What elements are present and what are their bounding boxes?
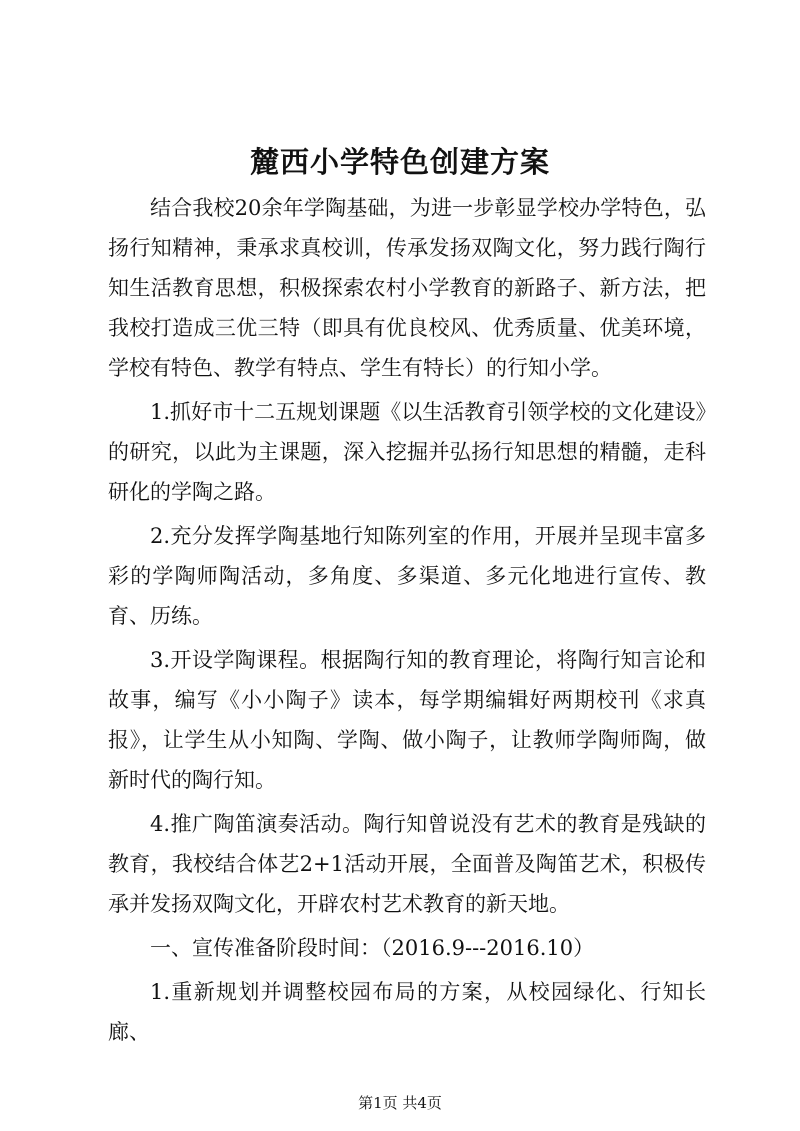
document-body (108, 188, 706, 1056)
paragraph-intro: 结合我校20余年学陶基础，为进一步彰显学校办学特色，弘扬行知精神，秉承求真校训，传承发扬双陶文化，努力践行陶行知生活教育思想，积极探索农村小学教育的新路子、新方法，把我校打造成三优三特（即具有优良校风、优秀质量、优美环境，学校有特色、教学有特点、学生有特长）的行知小学。 (108, 196, 706, 380)
paragraph-item-2: 2.充分发挥学陶基地行知陈列室的作用，开展并呈现丰富多彩的学陶师陶活动，多角度、多渠道、多元化地进行宣传、教育、历练。 (108, 524, 706, 628)
document-title: 麓西小学特色创建方案 (249, 145, 550, 179)
page-footer: 第1页 共4页 (358, 1094, 442, 1112)
section-heading-1: 一、宣传准备阶段时间：（2016.9---2016.10） (150, 936, 595, 960)
paragraph-item-4: 4.推广陶笛演奏活动。陶行知曾说没有艺术的教育是残缺的教育，我校结合体艺2+1活动开展，全面普及陶笛艺术，积极传承并发扬双陶文化，开辟农村艺术教育的新天地。 (108, 812, 706, 916)
paragraph-section-1-item-1: 1.重新规划并调整校园布局的方案，从校园绿化、行知长廊、 (108, 980, 706, 1044)
paragraph-item-3: 3.开设学陶课程。根据陶行知的教育理论，将陶行知言论和故事，编写《小小陶子》读本，每学期编辑好两期校刊《求真报》，让学生从小知陶、学陶、做小陶子，让教师学陶师陶，做新时代的陶行知。 (108, 648, 706, 792)
paragraph-item-1: 1.抓好市十二五规划课题《以生活教育引领学校的文化建设》的研究，以此为主课题，深入挖掘并弘扬行知思想的精髓，走科研化的学陶之路。 (108, 400, 706, 504)
